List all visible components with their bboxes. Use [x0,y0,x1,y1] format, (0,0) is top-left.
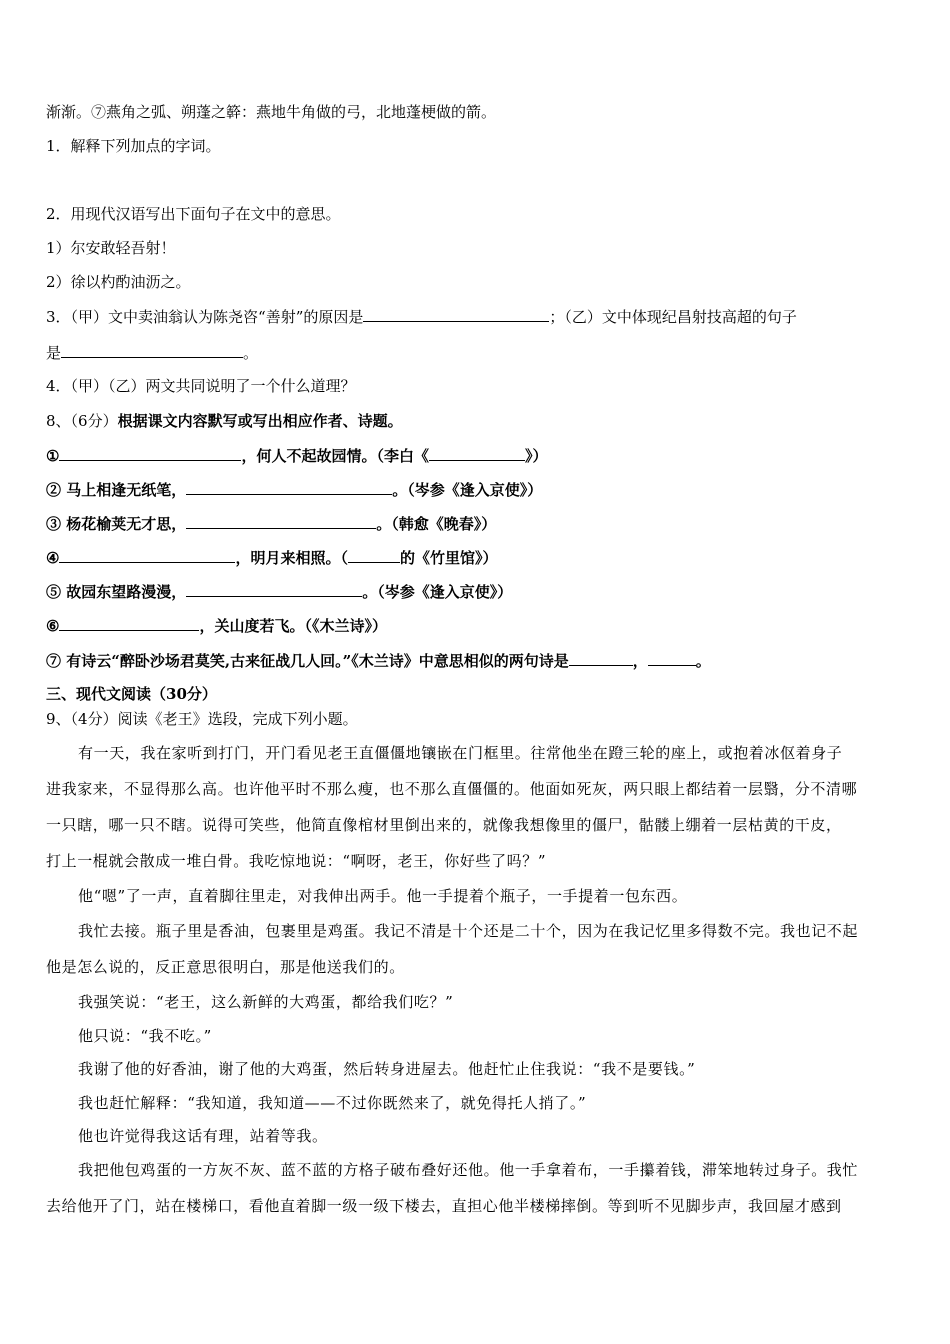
item-text: 的《竹里馆》） [399,549,498,567]
question-3-text-c: 是 [46,344,62,362]
question-3-line-2 [46,342,908,363]
item-text: 。 [695,652,711,670]
question-8-score: 8、（6分） [46,412,118,430]
annotation-line: 渐渐。⑦燕角之弧、朔蓬之簳：燕地牛角做的弓，北地蓬梗做的箭。 [46,103,497,121]
question-3-line-1 [46,306,908,327]
answer-blank [59,445,241,461]
item-text: 。（岑参《逢入京使》） [362,583,513,601]
item-text: 。（韩愈《晚春》） [376,515,497,533]
answer-blank [186,479,392,495]
passage-paragraph-1-line-4: 打上一棍就会散成一堆白骨。我吃惊地说：“啊呀，老王，你好些了吗？” [46,852,547,870]
answer-blank [648,650,696,666]
passage-paragraph-5: 他只说：“我不吃。” [78,1027,212,1045]
answer-blank [569,650,633,666]
answer-blank [429,445,525,461]
answer-blank [348,547,400,563]
item-number: ① [46,447,60,465]
question-4-prompt: 4．（甲）（乙）两文共同说明了一个什么道理？ [46,377,356,395]
question-1-prompt: 1．解释下列加点的字词。 [46,137,221,155]
question-3-text-b: ；（乙）文中体现纪昌射技高超的句子 [549,308,797,326]
item-text: ⑦ 有诗云“醉卧沙场君莫笑,古来征战几人回。”《木兰诗》中意思相似的两句诗是 [46,652,569,670]
item-text: 。（岑参《逢入京使》） [392,481,543,499]
answer-blank [186,513,376,529]
item-text: ③ 杨花榆荚无才思， [46,515,187,533]
question-2-item-1: 1）尔安敢轻吾射！ [46,239,176,257]
item-text: ，关山度若飞。（《木兰诗》） [199,617,387,635]
item-text: ， [632,652,648,670]
answer-blank [186,581,362,597]
q8-item-5 [46,581,908,602]
question-3-text-d: 。 [243,344,259,362]
item-text: ，何人不起故园情。（李白《 [241,447,429,465]
passage-paragraph-4: 我强笑说：“老王，这么新鲜的大鸡蛋，都给我们吃？” [78,993,454,1011]
answer-blank [59,615,199,631]
item-text: ⑤ 故园东望路漫漫， [46,583,187,601]
passage-paragraph-3-line-1: 我忙去接。瓶子里是香油，包裹里是鸡蛋。我记不清是十个还是二十个，因为在我记忆里多得数不完。我也记不起 [78,922,859,940]
question-3-text-a: 3．（甲）文中卖油翁认为陈尧咨“善射”的原因是 [46,308,364,326]
question-9-prompt: 9、（4分）阅读《老王》选段，完成下列小题。 [46,710,358,728]
passage-paragraph-7: 我也赶忙解释：“我知道，我知道——不过你既然来了，就免得托人捎了。” [78,1094,587,1112]
item-number: ④ [46,549,60,567]
item-number: ⑥ [46,617,60,635]
section-title-modern-reading: 三、现代文阅读（30分） [46,685,217,703]
q8-item-2 [46,479,908,500]
passage-paragraph-6: 我谢了他的好香油，谢了他的大鸡蛋，然后转身进屋去。他赶忙止住我说：“我不是要钱。” [78,1060,696,1078]
answer-blank [59,547,235,563]
passage-paragraph-1-line-2: 进我家来，不显得那么高。也许他平时不那么瘦，也不那么直僵僵的。他面如死灰，两只眼上都结着一层翳，分不清哪 [46,780,858,798]
q8-item-1 [46,445,908,466]
answer-blank [363,306,549,322]
passage-paragraph-2: 他“嗯”了一声，直着脚往里走，对我伸出两手。他一手提着个瓶子，一手提着一包东西。 [78,887,688,905]
q8-item-6 [46,615,908,636]
passage-paragraph-8: 他也许觉得我这话有理，站着等我。 [78,1127,328,1145]
passage-paragraph-1-line-3: 一只瞎，哪一只不瞎。说得可笑些，他简直像棺材里倒出来的，就像我想像里的僵尸，骷髅上绷着一层枯黄的干皮， [46,816,842,834]
passage-paragraph-9-line-1: 我把他包鸡蛋的一方灰不灰、蓝不蓝的方格子破布叠好还他。他一手拿着布，一手攥着钱，滞笨地转过身子。我忙 [78,1161,859,1179]
item-text: 》） [524,447,548,465]
item-text: ，明月来相照。（ [235,549,348,567]
question-2-item-2: 2）徐以杓酌油沥之。 [46,273,191,291]
item-text: ② 马上相逢无纸笔， [46,481,187,499]
q8-item-7 [46,650,908,671]
question-2-prompt: 2．用现代汉语写出下面句子在文中的意思。 [46,205,341,223]
question-8-header [46,411,908,431]
passage-paragraph-1-line-1: 有一天，我在家听到打门，开门看见老王直僵僵地镶嵌在门框里。往常他坐在蹬三轮的座上，或抱着冰伛着身子 [78,744,843,762]
answer-blank [61,342,243,358]
passage-paragraph-9-line-2: 去给他开了门，站在楼梯口，看他直着脚一级一级下楼去，直担心他半楼梯摔倒。等到听不见脚步声，我回屋才感到 [46,1197,842,1215]
question-8-instruction: 根据课文内容默写或写出相应作者、诗题。 [117,412,403,430]
q8-item-4 [46,547,908,568]
q8-item-3 [46,513,908,534]
passage-paragraph-3-line-2: 他是怎么说的，反正意思很明白，那是他送我们的。 [46,958,405,976]
